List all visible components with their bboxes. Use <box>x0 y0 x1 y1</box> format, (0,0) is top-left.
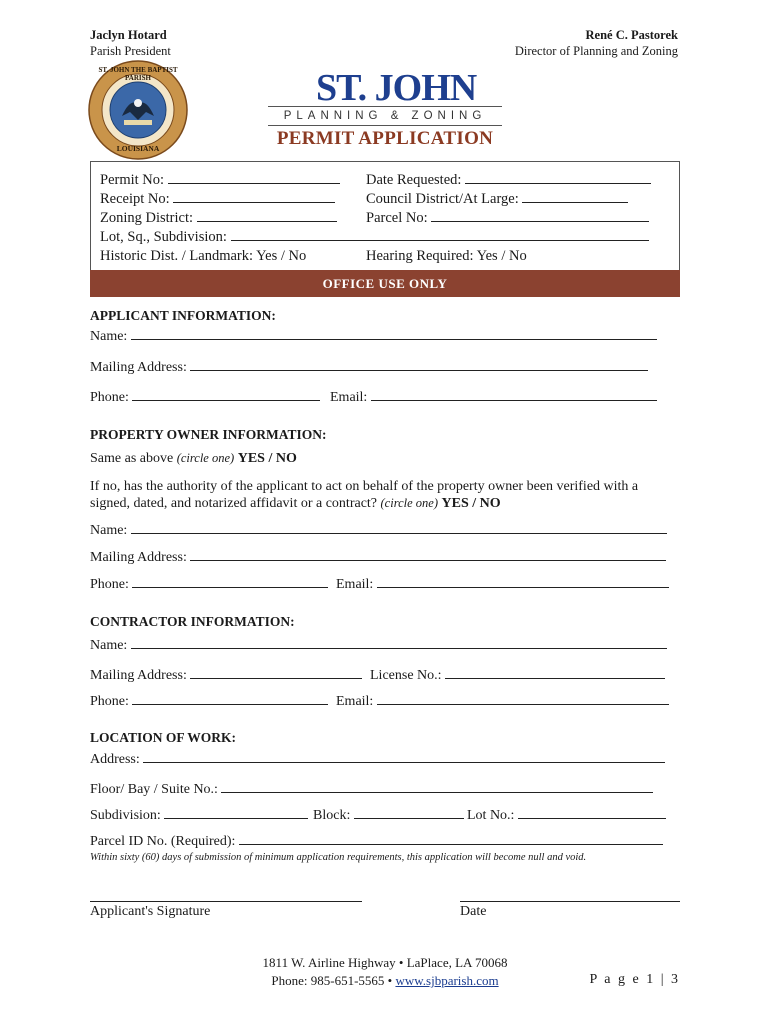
applicant-name-line[interactable] <box>131 328 657 340</box>
logo-sub-text: PLANNING & ZONING <box>283 110 487 122</box>
council-district-field[interactable] <box>366 190 628 209</box>
receipt-no-line[interactable] <box>173 191 335 203</box>
location-lot-label: Lot No.: <box>467 808 515 823</box>
contractor-name-field[interactable] <box>90 637 667 654</box>
president-name: Jaclyn Hotard <box>90 28 167 42</box>
date-requested-line[interactable] <box>465 172 651 184</box>
owner-mailing-line[interactable] <box>190 549 666 561</box>
logo-main-text: ST. JOHN <box>316 67 477 109</box>
same-as-above-label: Same as above <box>90 451 174 466</box>
owner-heading: PROPERTY OWNER INFORMATION: <box>90 427 327 442</box>
location-address-field[interactable] <box>90 751 665 768</box>
authority-yes-no[interactable]: YES / NO <box>441 496 501 511</box>
contractor-name-label: Name: <box>90 638 128 653</box>
applicant-mailing-label: Mailing Address: <box>90 360 187 375</box>
applicant-mailing-line[interactable] <box>190 359 648 371</box>
contractor-email-line[interactable] <box>377 693 669 705</box>
location-address-line[interactable] <box>143 751 665 763</box>
owner-same-as-above[interactable] <box>90 451 297 467</box>
footer-phone: Phone: 985-651-5565 • <box>271 973 393 988</box>
applicant-heading: APPLICANT INFORMATION: <box>90 308 276 323</box>
lot-subdivision-line[interactable] <box>231 229 649 241</box>
parcel-no-label: Parcel No: <box>366 210 428 226</box>
contractor-heading: CONTRACTOR INFORMATION: <box>90 614 295 629</box>
parcel-id-label: Parcel ID No. (Required): <box>90 834 236 849</box>
owner-email-line[interactable] <box>377 576 669 588</box>
applicant-phone-label: Phone: <box>90 390 129 405</box>
date-signature-line[interactable] <box>460 901 680 902</box>
footer-address: 1811 W. Airline Highway • LaPlace, LA 70068 <box>262 955 508 970</box>
applicant-email-field[interactable] <box>330 389 657 406</box>
applicant-phone-line[interactable] <box>132 389 320 401</box>
seal-bottom-text: LOUISIANA <box>116 144 160 153</box>
contractor-email-field[interactable] <box>336 693 669 710</box>
owner-name-line[interactable] <box>131 522 667 534</box>
location-lot-field[interactable] <box>467 807 666 824</box>
office-use-only-bar: OFFICE USE ONLY <box>90 270 680 297</box>
contractor-name-line[interactable] <box>131 637 667 649</box>
contractor-mailing-line[interactable] <box>190 667 362 679</box>
permit-no-line[interactable] <box>168 172 340 184</box>
authority-question[interactable] <box>90 496 501 512</box>
applicant-mailing-field[interactable] <box>90 359 648 376</box>
authority-circle-one-note: (circle one) <box>380 496 439 510</box>
owner-mailing-label: Mailing Address: <box>90 550 187 565</box>
director-title: Director of Planning and Zoning <box>514 44 678 58</box>
location-subdivision-label: Subdivision: <box>90 808 161 823</box>
owner-mailing-field[interactable] <box>90 549 666 566</box>
owner-phone-line[interactable] <box>132 576 328 588</box>
council-district-line[interactable] <box>522 191 628 203</box>
applicant-email-label: Email: <box>330 390 368 405</box>
contractor-email-label: Email: <box>336 694 374 709</box>
page-number: P a g e 1 | 3 <box>589 972 680 987</box>
floor-bay-suite-field[interactable] <box>90 781 653 798</box>
hearing-required-option[interactable]: Hearing Required: Yes / No <box>366 248 527 264</box>
location-address-label: Address: <box>90 752 140 767</box>
location-subdivision-field[interactable] <box>90 807 308 824</box>
contractor-license-field[interactable] <box>370 667 665 684</box>
logo-rule-bottom <box>268 125 502 126</box>
owner-phone-field[interactable] <box>90 576 328 593</box>
st-john-logo <box>268 64 502 126</box>
location-lot-line[interactable] <box>518 807 666 819</box>
receipt-no-label: Receipt No: <box>100 191 170 207</box>
zoning-district-label: Zoning District: <box>100 210 194 226</box>
footer-contact <box>185 972 585 990</box>
logo-rule <box>268 106 502 107</box>
location-block-field[interactable] <box>313 807 464 824</box>
authority-question-line2: signed, dated, and notarized affidavit or a contract? <box>90 496 378 511</box>
applicant-signature-label: Applicant's Signature <box>90 904 211 919</box>
permit-no-label: Permit No: <box>100 172 165 188</box>
zoning-district-line[interactable] <box>197 210 337 222</box>
parcel-id-field[interactable] <box>90 833 663 850</box>
contractor-phone-field[interactable] <box>90 693 328 710</box>
council-district-label: Council District/At Large: <box>366 191 519 207</box>
contractor-phone-label: Phone: <box>90 694 129 709</box>
footer-website-link[interactable]: www.sjbparish.com <box>395 973 499 988</box>
parcel-id-line[interactable] <box>239 833 663 845</box>
receipt-no-field[interactable] <box>100 190 335 209</box>
zoning-district-field[interactable] <box>100 209 337 228</box>
owner-phone-label: Phone: <box>90 577 129 592</box>
authority-question-line1: If no, has the authority of the applicant to act on behalf of the property owner been verified with a <box>90 479 639 494</box>
owner-name-field[interactable] <box>90 522 667 539</box>
same-as-above-yes-no[interactable]: YES / NO <box>237 451 297 466</box>
location-block-line[interactable] <box>354 807 464 819</box>
owner-name-label: Name: <box>90 523 128 538</box>
applicant-name-field[interactable] <box>90 328 657 345</box>
page-title: PERMIT APPLICATION <box>276 128 494 149</box>
parcel-no-field[interactable] <box>366 209 649 228</box>
circle-one-note: (circle one) <box>176 451 235 465</box>
applicant-name-label: Name: <box>90 329 128 344</box>
lot-subdivision-field[interactable] <box>100 228 649 247</box>
applicant-email-line[interactable] <box>371 389 657 401</box>
contractor-license-label: License No.: <box>370 668 442 683</box>
date-requested-label: Date Requested: <box>366 172 462 188</box>
permit-no-field[interactable] <box>100 171 340 190</box>
null-void-notice: Within sixty (60) days of submission of minimum application requirements, this application will become null and void. <box>90 852 587 863</box>
seal-top-text: ST. JOHN THE BAPTIST PARISH <box>98 66 178 82</box>
applicant-phone-field[interactable] <box>90 389 320 406</box>
owner-email-label: Email: <box>336 577 374 592</box>
contractor-mailing-label: Mailing Address: <box>90 668 187 683</box>
contractor-license-line[interactable] <box>445 667 665 679</box>
location-block-label: Block: <box>313 808 351 823</box>
location-heading: LOCATION OF WORK: <box>90 730 237 745</box>
footer <box>185 954 585 990</box>
parish-seal <box>88 60 188 160</box>
date-signature-label: Date <box>460 904 487 919</box>
date-requested-field[interactable] <box>366 171 651 190</box>
director-name: René C. Pastorek <box>585 28 678 42</box>
president-title: Parish President <box>90 44 171 58</box>
floor-bay-suite-line[interactable] <box>221 781 653 793</box>
applicant-signature-line[interactable] <box>90 901 362 902</box>
location-subdivision-line[interactable] <box>164 807 308 819</box>
historic-landmark-option[interactable]: Historic Dist. / Landmark: Yes / No <box>100 248 307 264</box>
floor-bay-suite-label: Floor/ Bay / Suite No.: <box>90 782 218 797</box>
contractor-mailing-field[interactable] <box>90 667 362 684</box>
lot-subdivision-label: Lot, Sq., Subdivision: <box>100 229 227 245</box>
owner-email-field[interactable] <box>336 576 669 593</box>
parcel-no-line[interactable] <box>431 210 649 222</box>
contractor-phone-line[interactable] <box>132 693 328 705</box>
